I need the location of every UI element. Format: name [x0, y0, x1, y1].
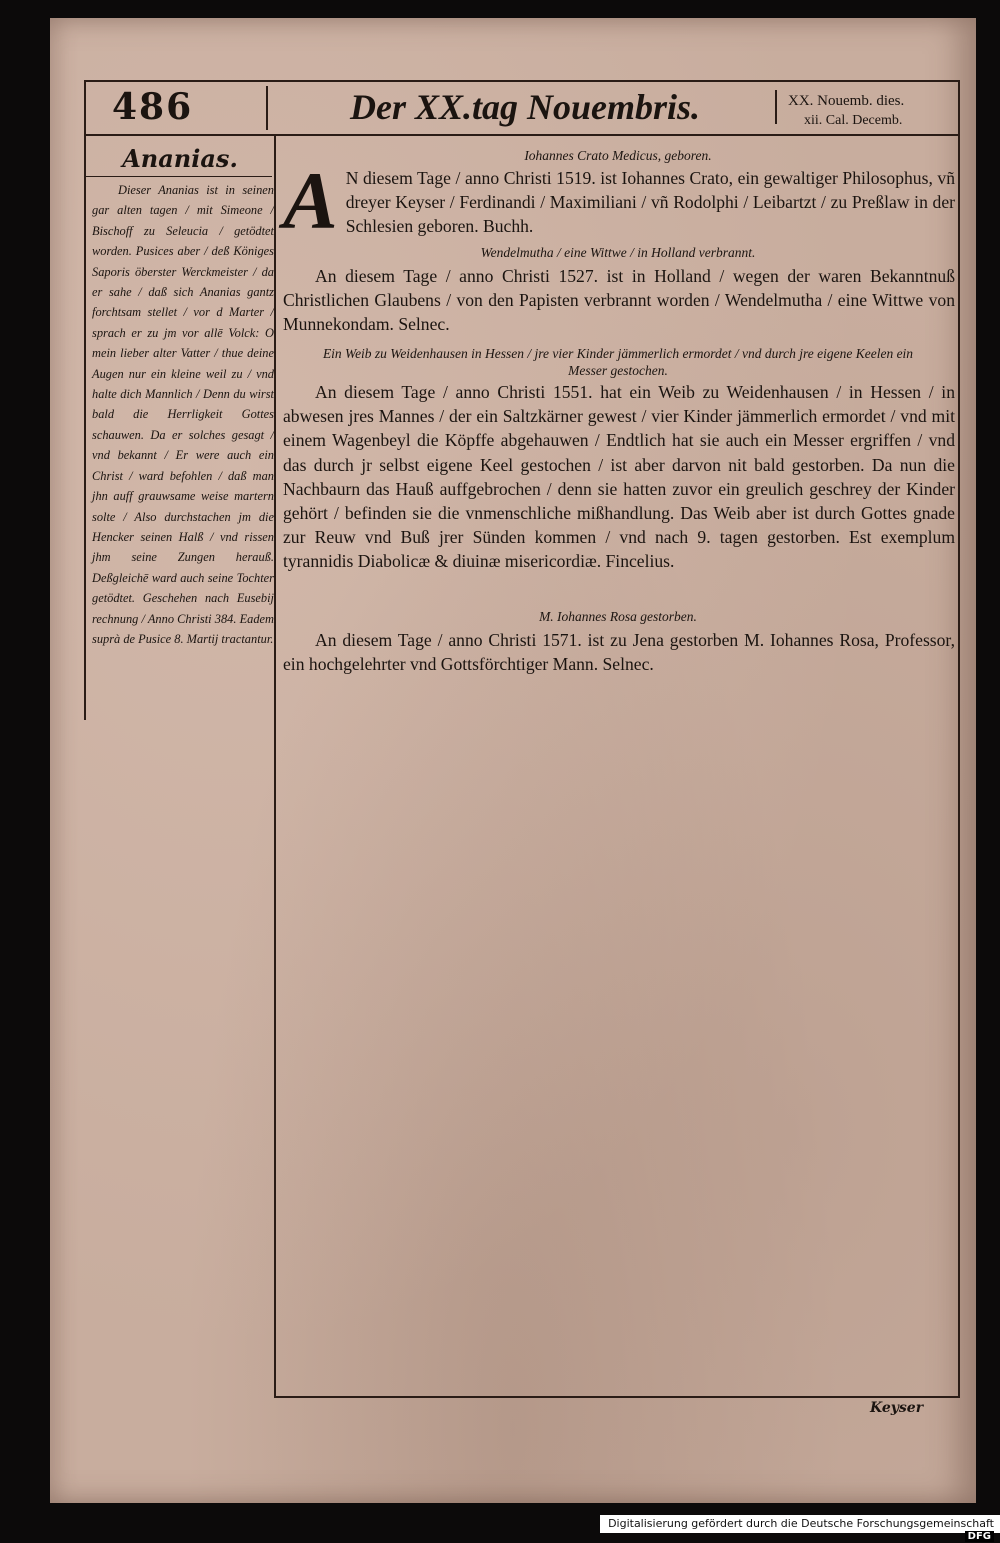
- entry-body-weidenhausen: [283, 380, 955, 574]
- bottom-frame-rule: [276, 1396, 960, 1398]
- entry-heading-wendelmutha: Wendelmutha / eine Wittwe / in Holland verbrannt.: [480, 245, 756, 260]
- header-bottom-rule: [84, 134, 960, 136]
- drop-cap: A: [283, 155, 338, 246]
- page-number: 486: [112, 86, 194, 128]
- entry-body-crato-text: N diesem Tage / anno Christi 1519. ist Iohannes Crato, ein gewaltiger Philosophus, vñ dreyer Keyser / Ferdinandi / Maximiliani / vñ Rodolphi / Leibartzt / zu Preßlaw in der Schlesien geboren. Buchh.: [345, 168, 955, 237]
- entry-heading-crato: Iohannes Crato Medicus, geboren.: [524, 148, 712, 163]
- entry-heading-weidenhausen: Ein Weib zu Weidenhausen in Hessen / jre vier Kinder jämmerlich ermordet / vnd durch jre eigene Keelen ein Messer gestochen.: [322, 346, 914, 378]
- entry-heading-rosa: M. Iohannes Rosa gestorben.: [539, 609, 697, 624]
- entry-body-wendelmutha-text: An diesem Tage / anno Christi 1527. ist in Holland / wegen der waren Bekanntnuß Christlichen Glaubens / von den Papisten verbrannt worden / Wendelmutha / eine Wittwe von Munnekondam. Selnec.: [283, 266, 955, 335]
- digitization-credit-text: Digitalisierung gefördert durch die Deutsche Forschungsgemeinschaft: [608, 1517, 994, 1530]
- header-divider-rule: [266, 86, 268, 130]
- entry-body-weidenhausen-text: An diesem Tage / anno Christi 1551. hat ein Weib zu Weidenhausen / in Hessen / in abwesen jres Mannes / der ein Saltzkärner gewest / vier Kinder jämmerlich ermordet / vnd mit einem Wagenbeyl die Köpffe abgehauwen / Endtlich hat sie auch ein Messer ergriffen / vnd das durch jr selbst eigene Keel gestochen / ist aber darvon nit bald gestorben. Da nun die Nachbaurn das Hauß auffgebrochen / denn sie hatten zuvor ein greulich geschrey der Kinder gehört / befinden sie die vnmenschliche mißhandlung. Das Weib aber ist durch Gottes gnade zur Reuw vnd Buß jrer Sünden kommen / vnd nach 9. tagen gestorben. Est exemplum tyrannidis Diabolicæ & diuinæ misericordiæ. Fincelius.: [283, 382, 955, 572]
- dfg-logo: DFG: [965, 1531, 994, 1542]
- sidebar-title: Ananias.: [122, 144, 238, 173]
- calendar-date-line-2: xii. Cal. Decemb.: [804, 113, 903, 128]
- entry-body-rosa-text: An diesem Tage / anno Christi 1571. ist zu Jena gestorben M. Iohannes Rosa, Professor, ein hochgelehrter vnd Gottsförchtiger Mann. Selnec.: [283, 630, 955, 675]
- top-frame-rule: [84, 80, 960, 82]
- calendar-date-line-1: XX. Nouemb. dies.: [788, 93, 905, 109]
- catchword: Keyser: [870, 1400, 924, 1416]
- header-date-divider-rule: [775, 90, 777, 124]
- entry-body-rosa: [283, 628, 955, 676]
- sidebar-title-rule: [86, 176, 272, 177]
- entry-body-wendelmutha: [283, 264, 955, 337]
- digitization-credit: [600, 1515, 1000, 1542]
- sidebar-text: [92, 180, 274, 649]
- right-frame-rule: [958, 80, 960, 1398]
- calendar-date: [788, 92, 958, 130]
- running-title: Der XX.tag Nouembris.: [349, 87, 701, 127]
- column-divider-rule: [274, 136, 276, 1398]
- sidebar-text-body: Dieser Ananias ist in seinen gar alten tagen / mit Simeone / Bischoff zu Seleucia / getödtet worden. Pusices aber / deß Königes Saporis öberster Werckmeister / da er sahe / daß sich Ananias gantz forchtsam stellet / vor d Marter / sprach er zu jm vor allē Volck: O mein lieber alter Vatter / thue deine Augen nur ein kleine weil zu / vnd halte dich Mannlich / Denn du wirst bald die Herrligkeit Gottes schauwen. Da er solches gesagt / vnd bekannt / Er were auch ein Christ / ward befohlen / daß man jhn auff grauwsame weise martern solte / Also durchstachen jm die Hencker seinen Halß / vnd rissen jhm seine Zungen herauß. Deßgleichē ward auch seine Tochter getödtet. Geschehen nach Eusebij rechnung / Anno Christi 384. Eadem suprà de Pusice 8. Martij tractantur.: [92, 183, 274, 646]
